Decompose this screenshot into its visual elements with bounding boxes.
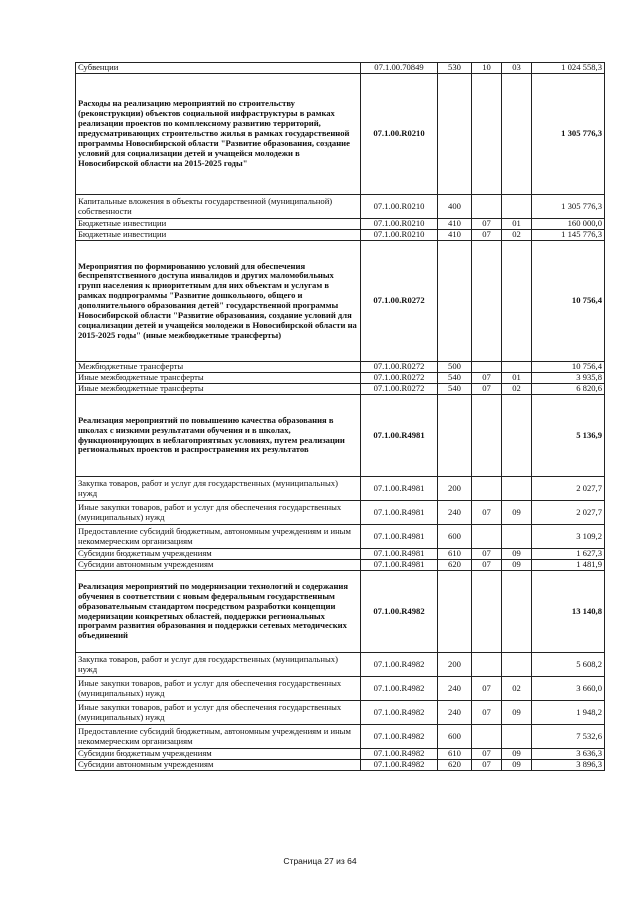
cell-csr-code: 07.1.00.R0210	[361, 219, 438, 230]
table-row	[76, 653, 605, 677]
cell-amount: 2 027,7	[532, 477, 605, 501]
cell-amount: 1 627,3	[532, 549, 605, 560]
cell-csr-code: 07.1.00.R0210	[361, 230, 438, 241]
cell-name: Мероприятия по формированию условий для обеспечения беспрепятственного доступа инвалидов и других маломобильных групп населения к приоритетным для них объектам и услугам в рамках подпрограммы "Развитие дошкольного, общего и дополнительного образования детей" государственной программы Новосибирской области "Развитие образования, создание условий для социализации детей и учащейся молодежи в Новосибирской области на 2015-2025 годы" (иные межбюджетные трансферты)	[76, 241, 361, 362]
cell-amount: 10 756,4	[532, 241, 605, 362]
cell-csr-code: 07.1.00.R4982	[361, 571, 438, 653]
table-row	[76, 384, 605, 395]
table-row	[76, 677, 605, 701]
cell-amount: 1 305 776,3	[532, 195, 605, 219]
cell-vr-code	[438, 241, 472, 362]
cell-subsection: 09	[502, 701, 532, 725]
cell-subsection: 02	[502, 230, 532, 241]
cell-subsection	[502, 571, 532, 653]
cell-subsection: 09	[502, 501, 532, 525]
cell-vr-code	[438, 74, 472, 195]
cell-subsection: 09	[502, 749, 532, 760]
cell-subsection	[502, 74, 532, 195]
cell-csr-code: 07.1.00.R4981	[361, 549, 438, 560]
cell-vr-code: 620	[438, 560, 472, 571]
table-body	[76, 63, 605, 771]
cell-subsection	[502, 241, 532, 362]
cell-name: Бюджетные инвестиции	[76, 219, 361, 230]
cell-section: 07	[472, 701, 502, 725]
cell-csr-code: 07.1.00.R0272	[361, 384, 438, 395]
cell-vr-code: 240	[438, 677, 472, 701]
cell-amount: 1 481,9	[532, 560, 605, 571]
cell-name: Иные закупки товаров, работ и услуг для обеспечения государственных (муниципальных) нужд	[76, 501, 361, 525]
cell-section	[472, 477, 502, 501]
cell-vr-code: 400	[438, 195, 472, 219]
cell-section: 07	[472, 560, 502, 571]
cell-amount: 1 024 558,3	[532, 63, 605, 74]
cell-vr-code	[438, 395, 472, 477]
cell-section	[472, 74, 502, 195]
cell-section: 07	[472, 749, 502, 760]
cell-vr-code: 240	[438, 501, 472, 525]
cell-vr-code: 410	[438, 219, 472, 230]
cell-subsection	[502, 362, 532, 373]
cell-name: Субсидии автономным учреждениям	[76, 560, 361, 571]
cell-name: Закупка товаров, работ и услуг для государственных (муниципальных) нужд	[76, 477, 361, 501]
cell-csr-code: 07.1.00.70849	[361, 63, 438, 74]
cell-section	[472, 725, 502, 749]
cell-name: Предоставление субсидий бюджетным, автономным учреждениям и иным некоммерческим организациям	[76, 725, 361, 749]
cell-vr-code: 410	[438, 230, 472, 241]
cell-amount: 5 608,2	[532, 653, 605, 677]
cell-vr-code: 540	[438, 384, 472, 395]
cell-amount: 1 948,2	[532, 701, 605, 725]
cell-subsection: 01	[502, 373, 532, 384]
table-row	[76, 241, 605, 362]
cell-subsection	[502, 195, 532, 219]
cell-section	[472, 195, 502, 219]
cell-csr-code: 07.1.00.R0272	[361, 362, 438, 373]
cell-subsection: 09	[502, 549, 532, 560]
cell-csr-code: 07.1.00.R4982	[361, 677, 438, 701]
cell-amount: 7 532,6	[532, 725, 605, 749]
cell-csr-code: 07.1.00.R0272	[361, 373, 438, 384]
cell-section: 07	[472, 677, 502, 701]
cell-name: Субвенции	[76, 63, 361, 74]
cell-vr-code: 200	[438, 477, 472, 501]
table-row	[76, 362, 605, 373]
cell-vr-code: 500	[438, 362, 472, 373]
cell-name: Межбюджетные трансферты	[76, 362, 361, 373]
cell-csr-code: 07.1.00.R0210	[361, 195, 438, 219]
cell-amount: 1 145 776,3	[532, 230, 605, 241]
table-row	[76, 219, 605, 230]
cell-name: Иные межбюджетные трансферты	[76, 384, 361, 395]
cell-subsection	[502, 525, 532, 549]
table-row	[76, 195, 605, 219]
table-row	[76, 760, 605, 771]
cell-csr-code: 07.1.00.R0210	[361, 74, 438, 195]
cell-csr-code: 07.1.00.R4982	[361, 653, 438, 677]
cell-section: 07	[472, 219, 502, 230]
cell-vr-code: 530	[438, 63, 472, 74]
cell-name: Субсидии бюджетным учреждениям	[76, 549, 361, 560]
cell-name: Реализация мероприятий по повышению качества образования в школах с низкими результатами обучения и в школах, функционирующих в неблагоприятных условиях, путем реализации региональных проектов и распространения их результатов	[76, 395, 361, 477]
cell-subsection	[502, 653, 532, 677]
budget-table	[75, 62, 605, 771]
cell-subsection	[502, 395, 532, 477]
cell-subsection: 02	[502, 677, 532, 701]
table-row	[76, 725, 605, 749]
cell-section: 07	[472, 760, 502, 771]
cell-name: Капитальные вложения в объекты государственной (муниципальной) собственности	[76, 195, 361, 219]
cell-amount: 3 896,3	[532, 760, 605, 771]
cell-vr-code: 600	[438, 725, 472, 749]
cell-section	[472, 362, 502, 373]
cell-csr-code: 07.1.00.R4981	[361, 477, 438, 501]
cell-vr-code: 240	[438, 701, 472, 725]
cell-section	[472, 525, 502, 549]
cell-subsection: 01	[502, 219, 532, 230]
cell-csr-code: 07.1.00.R4981	[361, 560, 438, 571]
cell-amount: 3 109,2	[532, 525, 605, 549]
cell-vr-code: 610	[438, 549, 472, 560]
cell-csr-code: 07.1.00.R4982	[361, 749, 438, 760]
cell-name: Иные межбюджетные трансферты	[76, 373, 361, 384]
cell-csr-code: 07.1.00.R4981	[361, 395, 438, 477]
cell-subsection: 03	[502, 63, 532, 74]
cell-section: 07	[472, 384, 502, 395]
cell-name: Расходы на реализацию мероприятий по строительству (реконструкции) объектов социальной инфраструктуры в рамках реализации проектов по комплексному развитию территорий, предусматривающих строительство жилья в рамках государственной программы Новосибирской области "Развитие образования, создание условий для социализации детей и учащейся молодежи в Новосибирской области на 2015-2025 годы"	[76, 74, 361, 195]
cell-csr-code: 07.1.00.R4982	[361, 760, 438, 771]
cell-section: 07	[472, 549, 502, 560]
cell-section	[472, 241, 502, 362]
cell-section	[472, 653, 502, 677]
cell-name: Субсидии бюджетным учреждениям	[76, 749, 361, 760]
cell-amount: 160 000,0	[532, 219, 605, 230]
cell-vr-code: 540	[438, 373, 472, 384]
cell-amount: 3 660,0	[532, 677, 605, 701]
cell-csr-code: 07.1.00.R4982	[361, 725, 438, 749]
cell-amount: 10 756,4	[532, 362, 605, 373]
cell-amount: 5 136,9	[532, 395, 605, 477]
table-row	[76, 571, 605, 653]
table-row	[76, 373, 605, 384]
table-row	[76, 749, 605, 760]
table-row	[76, 549, 605, 560]
cell-vr-code: 200	[438, 653, 472, 677]
cell-amount: 3 636,3	[532, 749, 605, 760]
cell-name: Иные закупки товаров, работ и услуг для обеспечения государственных (муниципальных) нужд	[76, 677, 361, 701]
cell-name: Закупка товаров, работ и услуг для государственных (муниципальных) нужд	[76, 653, 361, 677]
table-row	[76, 701, 605, 725]
cell-vr-code	[438, 571, 472, 653]
cell-section: 07	[472, 230, 502, 241]
table-row	[76, 74, 605, 195]
cell-csr-code: 07.1.00.R4981	[361, 525, 438, 549]
table-row	[76, 560, 605, 571]
cell-name: Предоставление субсидий бюджетным, автономным учреждениям и иным некоммерческим организациям	[76, 525, 361, 549]
page-number: Страница 27 из 64	[283, 856, 357, 866]
table-row	[76, 501, 605, 525]
cell-subsection: 02	[502, 384, 532, 395]
cell-csr-code: 07.1.00.R4981	[361, 501, 438, 525]
table-row	[76, 395, 605, 477]
cell-subsection	[502, 725, 532, 749]
cell-csr-code: 07.1.00.R4982	[361, 701, 438, 725]
cell-subsection: 09	[502, 560, 532, 571]
cell-vr-code: 620	[438, 760, 472, 771]
cell-subsection: 09	[502, 760, 532, 771]
cell-amount: 6 820,6	[532, 384, 605, 395]
cell-name: Субсидии автономным учреждениям	[76, 760, 361, 771]
table-row	[76, 63, 605, 74]
cell-amount: 13 140,8	[532, 571, 605, 653]
cell-csr-code: 07.1.00.R0272	[361, 241, 438, 362]
cell-name: Реализация мероприятий по модернизации технологий и содержания обучения в соответствии с новым федеральным государственным образовательным стандартом посредством разработки концепции модернизации конкретных областей, поддержки региональных программ развития образования и поддержки сетевых методических объединений	[76, 571, 361, 653]
cell-vr-code: 600	[438, 525, 472, 549]
table-row	[76, 230, 605, 241]
cell-name: Бюджетные инвестиции	[76, 230, 361, 241]
cell-section: 07	[472, 501, 502, 525]
cell-subsection	[502, 477, 532, 501]
cell-vr-code: 610	[438, 749, 472, 760]
cell-amount: 1 305 776,3	[532, 74, 605, 195]
cell-section	[472, 395, 502, 477]
cell-section	[472, 571, 502, 653]
cell-name: Иные закупки товаров, работ и услуг для обеспечения государственных (муниципальных) нужд	[76, 701, 361, 725]
cell-amount: 2 027,7	[532, 501, 605, 525]
cell-section: 07	[472, 373, 502, 384]
cell-section: 10	[472, 63, 502, 74]
table-row	[76, 477, 605, 501]
table-row	[76, 525, 605, 549]
cell-amount: 3 935,8	[532, 373, 605, 384]
